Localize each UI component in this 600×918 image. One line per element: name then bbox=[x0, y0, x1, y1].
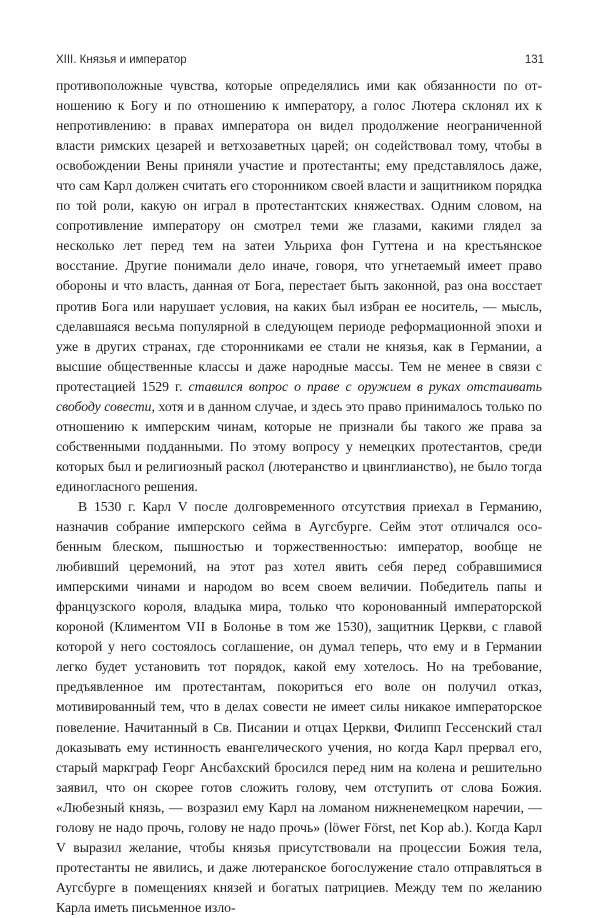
paragraph-1-text-b: хотя и в данном случае, и здесь это право принималось только по отношению к имперским чинам, которые не признали бы такого же права за собственными подданными. По этому вопросу у немецких протестантов, среди которых был и религиозный раскол (лютеранство и цвинглианство), не было тогда единогласного решения. bbox=[56, 398, 542, 494]
page-number: 131 bbox=[524, 54, 544, 66]
paragraph-1-text-a: противоположные чувства, которые определялись ими как обязанности по отношению к Богу и по отношению к императору, а голос Лютера склонял их к непротивлению: в правах императора он видел продолжение неограниченной власти римских цезарей и ветхозаветных царей; он содействовал тому, чтобы в освобождении Вены приняли участие и протестанты; ему представлялось даже, что сам Карл должен считать его сторонником своей власти и защитником порядка по той роли, какую он играл в протестантских княжествах. Одним словом, на сопротивление императору он смотрел теми же глазами, какими глядел за несколько лет перед тем на затеи Ульриха фон Гуттена и на крестьянское восстание. Другие понимали дело иначе, говоря, что угнетаемый имеет право обороны и что власть, данная от Бога, перестает быть законной, раз она восстает против Бога или нарушает условия, на каких был избран ее носитель, — мысль, сделавшаяся весьма популярной в следующем периоде реформационной эпохи и уже в других странах, где сторонниками ее стали не князья, как в Германии, а высшие общественные классы и даже народные массы. Тем не менее в связи с протестацией 1529 г. bbox=[56, 78, 542, 394]
paragraph-2: В 1530 г. Карл V после долговременного отсутствия приехал в Германию, назначив собрание имперского сейма в Аугсбурге. Сейм этот отличался особенным блеском, пышностью и торжественностью: император, вообще не любивший церемоний, на этот раз хотел явить себя перед собравшимися имперскими чинами и народом во всем своем величии. Победитель папы и французского короля, владыка мира, только что коронованный императорской короной (Климентом VII в Болонье в том же 1530), защитник Церкви, с главой которой у него состоялось соглашение, он думал теперь, что ему и в Германии легко будет установить тот порядок, какой ему хотелось. Но на требование, предъявленное им протестантам, покориться его воле он получил отказ, мотивированный тем, что в делах совести не имеет силы никакое императорское повеление. Начитанный в Св. Писании и отцах Церкви, Филипп Гессенский стал доказывать ему истинность евангелического учения, но когда Карл прервал его, старый маркграф Георг Ансбахский бросился перед ним на колена и решительно заявил, что он скорее готов сложить голову, чем отступить от слова Божия. «Любезный князь, — возразил ему Карл на ломаном нижненемецком наречии, — голову не надо прочь, голову не надо прочь» (löwer Först, net Kop ab.). Когда Карл V выразил желание, чтобы князья присутствовали на процессии Божия тела, протестанты не явились, и даже лютеранское богослужение стало отправляться в Аугсбурге в помещениях князей и богатых патрициев. Между тем по желанию Карла иметь письменное изло- bbox=[56, 498, 542, 915]
paragraph-1 bbox=[56, 76, 542, 497]
body-text bbox=[56, 76, 542, 918]
running-header bbox=[56, 54, 544, 76]
chapter-title: XIII. Князья и император bbox=[56, 54, 187, 66]
paragraph-1-emphasis: ставился вопрос о праве с оружием в руках отстаивать свободу совести, bbox=[56, 378, 542, 414]
